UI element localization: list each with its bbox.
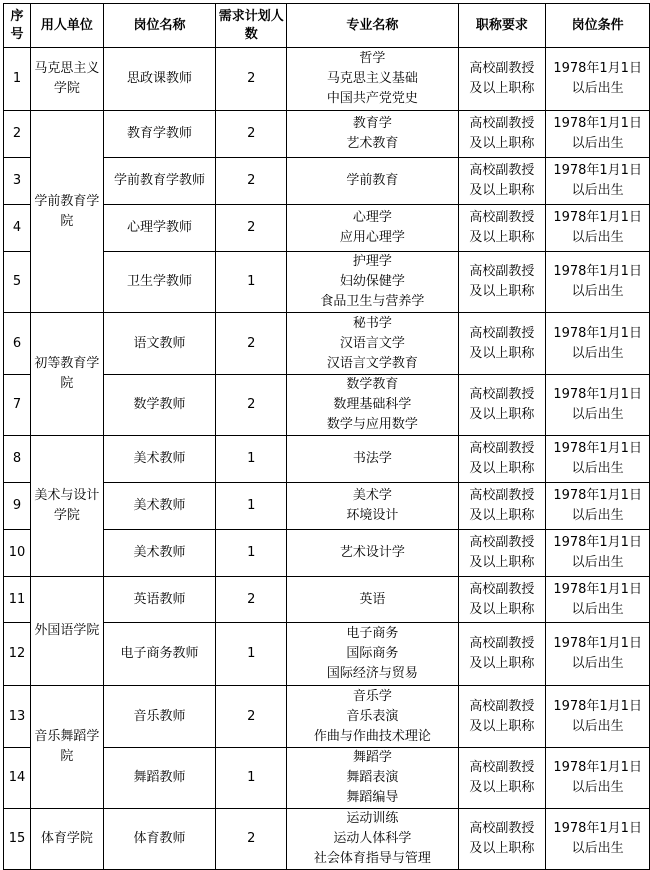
seq-cell: 9 (4, 483, 31, 530)
position-cell: 美术教师 (103, 436, 216, 483)
title-requirement-cell-line: 及以上职称 (469, 81, 535, 96)
title-requirement-cell-line: 高校副教授 (469, 163, 535, 178)
table-row (4, 809, 650, 870)
condition-cell-line: 以后出生 (571, 230, 624, 245)
condition-cell (546, 577, 650, 623)
title-requirement-cell-line: 及以上职称 (469, 284, 535, 299)
condition-cell (546, 313, 650, 375)
unit-cell: 初等教育学院 (30, 313, 103, 436)
condition-cell (546, 205, 650, 252)
title-requirement-cell (458, 111, 546, 158)
position-cell: 美术教师 (103, 483, 216, 530)
major-cell (287, 530, 458, 577)
title-requirement-cell-line: 及以上职称 (469, 461, 535, 476)
seq-cell: 8 (4, 436, 31, 483)
seq-cell: 10 (4, 530, 31, 577)
major-cell (287, 483, 458, 530)
condition-cell-line: 以后出生 (571, 345, 624, 361)
major-cell-line: 学前教育 (346, 173, 399, 188)
major-cell-line: 作曲与作曲技术理论 (313, 728, 431, 744)
title-requirement-cell-line: 高校副教授 (469, 535, 535, 550)
title-requirement-cell-line: 及以上职称 (469, 601, 535, 617)
title-requirement-cell-line: 及以上职称 (469, 718, 535, 734)
title-requirement-cell (458, 375, 546, 436)
major-cell-line: 电子商务 (346, 626, 399, 641)
major-cell-line: 汉语言文学教育 (326, 355, 418, 371)
major-cell (287, 375, 458, 436)
condition-cell-line: 1978年1月1日 (553, 210, 642, 225)
condition-cell-line: 1978年1月1日 (553, 535, 642, 550)
table-row (4, 436, 650, 483)
condition-cell (546, 375, 650, 436)
condition-cell (546, 530, 650, 577)
unit-cell: 学前教育学院 (30, 111, 103, 313)
condition-cell-line: 以后出生 (571, 780, 624, 795)
position-cell: 美术教师 (103, 530, 216, 577)
major-cell-line: 音乐学 (352, 688, 392, 704)
title-requirement-cell (458, 809, 546, 870)
condition-cell (546, 111, 650, 158)
title-requirement-cell-line: 及以上职称 (469, 555, 535, 570)
title-requirement-cell-line: 及以上职称 (469, 183, 535, 198)
condition-cell-line: 1978年1月1日 (553, 61, 642, 76)
seq-cell: 4 (4, 205, 31, 252)
major-cell-line: 英语 (359, 591, 386, 607)
title-requirement-cell-line: 高校副教授 (469, 116, 535, 131)
table-row (4, 111, 650, 158)
condition-cell-line: 1978年1月1日 (553, 325, 642, 341)
major-cell-line: 社会体育指导与管理 (313, 851, 431, 866)
major-cell (287, 809, 458, 870)
seq-cell: 12 (4, 623, 31, 686)
seq-cell: 13 (4, 686, 31, 748)
position-cell: 语文教师 (103, 313, 216, 375)
unit-cell: 体育学院 (30, 809, 103, 870)
condition-cell-line: 以后出生 (571, 136, 624, 151)
condition-cell-line: 以后出生 (571, 81, 624, 96)
unit-cell: 美术与设计学院 (30, 436, 103, 577)
condition-cell-line: 1978年1月1日 (553, 760, 642, 775)
major-cell-line: 妇幼保健学 (339, 274, 405, 289)
condition-cell (546, 748, 650, 809)
position-cell: 数学教师 (103, 375, 216, 436)
count-cell: 2 (216, 686, 287, 748)
title-requirement-cell (458, 158, 546, 205)
major-cell-line: 数学与应用数学 (326, 417, 418, 432)
condition-cell-line: 1978年1月1日 (553, 821, 642, 836)
title-requirement-cell (458, 313, 546, 375)
count-cell: 2 (216, 205, 287, 252)
title-requirement-cell (458, 483, 546, 530)
title-requirement-cell (458, 48, 546, 111)
title-requirement-cell-line: 高校副教授 (469, 581, 535, 597)
condition-cell-line: 以后出生 (571, 407, 624, 422)
title-requirement-cell (458, 686, 546, 748)
title-requirement-cell-line: 高校副教授 (469, 488, 535, 503)
condition-cell-line: 以后出生 (571, 601, 624, 617)
position-cell: 心理学教师 (103, 205, 216, 252)
count-cell: 2 (216, 809, 287, 870)
condition-cell (546, 623, 650, 686)
count-cell: 1 (216, 530, 287, 577)
condition-cell-line: 1978年1月1日 (553, 581, 642, 597)
major-cell-line: 数学教育 (346, 377, 399, 392)
major-cell-line: 美术学 (352, 488, 392, 503)
title-requirement-cell-line: 高校副教授 (469, 636, 535, 651)
count-cell: 1 (216, 483, 287, 530)
condition-cell-line: 1978年1月1日 (553, 698, 642, 714)
count-cell: 1 (216, 748, 287, 809)
header-count: 需求计划人数 (216, 4, 287, 48)
condition-cell-line: 1978年1月1日 (553, 636, 642, 651)
major-cell (287, 748, 458, 809)
title-requirement-cell-line: 及以上职称 (469, 345, 535, 361)
major-cell-line: 艺术教育 (346, 136, 399, 151)
title-requirement-cell (458, 205, 546, 252)
major-cell-line: 教育学 (352, 116, 392, 131)
title-requirement-cell-line: 高校副教授 (469, 325, 535, 341)
condition-cell-line: 以后出生 (571, 718, 624, 734)
position-cell: 卫生学教师 (103, 252, 216, 313)
major-cell-line: 汉语言文学 (339, 335, 405, 351)
title-requirement-cell (458, 623, 546, 686)
condition-cell (546, 483, 650, 530)
condition-cell (546, 809, 650, 870)
position-cell: 体育教师 (103, 809, 216, 870)
condition-cell (546, 436, 650, 483)
title-requirement-cell (458, 436, 546, 483)
position-cell: 舞蹈教师 (103, 748, 216, 809)
header-position: 岗位名称 (103, 4, 216, 48)
title-requirement-cell-line: 及以上职称 (469, 508, 535, 523)
header-seq: 序号 (4, 4, 31, 48)
count-cell: 1 (216, 623, 287, 686)
count-cell: 2 (216, 375, 287, 436)
header-unit: 用人单位 (30, 4, 103, 48)
condition-cell (546, 252, 650, 313)
condition-cell (546, 686, 650, 748)
major-cell-line: 艺术设计学 (339, 545, 405, 560)
count-cell: 2 (216, 577, 287, 623)
major-cell (287, 111, 458, 158)
seq-cell: 5 (4, 252, 31, 313)
position-cell: 电子商务教师 (103, 623, 216, 686)
seq-cell: 15 (4, 809, 31, 870)
major-cell-line: 国际商务 (346, 646, 399, 661)
title-requirement-cell-line: 高校副教授 (469, 210, 535, 225)
condition-cell-line: 1978年1月1日 (553, 488, 642, 503)
title-requirement-cell-line: 及以上职称 (469, 407, 535, 422)
position-cell: 学前教育学教师 (103, 158, 216, 205)
recruitment-table-container (3, 3, 650, 870)
unit-cell: 马克思主义学院 (30, 48, 103, 111)
position-cell: 教育学教师 (103, 111, 216, 158)
seq-cell: 11 (4, 577, 31, 623)
position-cell: 思政课教师 (103, 48, 216, 111)
condition-cell-line: 以后出生 (571, 183, 624, 198)
condition-cell-line: 1978年1月1日 (553, 116, 642, 131)
major-cell-line: 数理基础科学 (333, 397, 412, 412)
major-cell-line: 应用心理学 (339, 230, 405, 245)
major-cell-line: 秘书学 (352, 315, 392, 331)
major-cell (287, 313, 458, 375)
title-requirement-cell-line: 高校副教授 (469, 760, 535, 775)
major-cell-line: 马克思主义基础 (326, 71, 418, 86)
count-cell: 2 (216, 158, 287, 205)
title-requirement-cell (458, 748, 546, 809)
header-condition: 岗位条件 (546, 4, 650, 48)
title-requirement-cell-line: 及以上职称 (469, 136, 535, 151)
title-requirement-cell-line: 及以上职称 (469, 656, 535, 671)
title-requirement-cell (458, 577, 546, 623)
major-cell (287, 577, 458, 623)
position-cell: 音乐教师 (103, 686, 216, 748)
major-cell-line: 国际经济与贸易 (326, 666, 418, 681)
condition-cell-line: 以后出生 (571, 555, 624, 570)
major-cell (287, 436, 458, 483)
title-requirement-cell-line: 高校副教授 (469, 821, 535, 836)
seq-cell: 14 (4, 748, 31, 809)
condition-cell-line: 1978年1月1日 (553, 163, 642, 178)
count-cell: 2 (216, 48, 287, 111)
major-cell-line: 护理学 (352, 254, 392, 269)
count-cell: 1 (216, 436, 287, 483)
major-cell-line: 环境设计 (346, 508, 399, 523)
condition-cell-line: 1978年1月1日 (553, 387, 642, 402)
seq-cell: 1 (4, 48, 31, 111)
condition-cell (546, 48, 650, 111)
major-cell-line: 哲学 (359, 51, 386, 66)
major-cell-line: 食品卫生与营养学 (320, 294, 425, 309)
table-row (4, 313, 650, 375)
title-requirement-cell-line: 高校副教授 (469, 441, 535, 456)
condition-cell-line: 以后出生 (571, 508, 624, 523)
major-cell (287, 686, 458, 748)
major-cell-line: 书法学 (352, 451, 392, 466)
seq-cell: 2 (4, 111, 31, 158)
count-cell: 1 (216, 252, 287, 313)
title-requirement-cell-line: 高校副教授 (469, 264, 535, 279)
condition-cell-line: 以后出生 (571, 841, 624, 856)
count-cell: 2 (216, 313, 287, 375)
major-cell (287, 158, 458, 205)
table-row (4, 577, 650, 623)
seq-cell: 7 (4, 375, 31, 436)
major-cell (287, 623, 458, 686)
condition-cell-line: 1978年1月1日 (553, 264, 642, 279)
condition-cell-line: 以后出生 (571, 284, 624, 299)
major-cell-line: 心理学 (352, 210, 392, 225)
position-cell: 英语教师 (103, 577, 216, 623)
major-cell-line: 运动训练 (346, 811, 399, 826)
title-requirement-cell-line: 高校副教授 (469, 61, 535, 76)
table-row (4, 48, 650, 111)
header-major: 专业名称 (287, 4, 458, 48)
condition-cell-line: 以后出生 (571, 461, 624, 476)
title-requirement-cell-line: 及以上职称 (469, 230, 535, 245)
unit-cell: 外国语学院 (30, 577, 103, 686)
table-row (4, 686, 650, 748)
condition-cell (546, 158, 650, 205)
major-cell (287, 48, 458, 111)
title-requirement-cell-line: 高校副教授 (469, 698, 535, 714)
title-requirement-cell-line: 及以上职称 (469, 841, 535, 856)
title-requirement-cell (458, 252, 546, 313)
condition-cell-line: 以后出生 (571, 656, 624, 671)
major-cell (287, 205, 458, 252)
recruitment-table (3, 3, 650, 870)
major-cell-line: 舞蹈学 (352, 750, 392, 765)
header-title-requirement: 职称要求 (458, 4, 546, 48)
major-cell-line: 舞蹈表演 (346, 770, 399, 785)
header-row (4, 4, 650, 48)
major-cell-line: 音乐表演 (346, 708, 399, 724)
major-cell-line: 舞蹈编导 (346, 790, 399, 805)
title-requirement-cell-line: 及以上职称 (469, 780, 535, 795)
count-cell: 2 (216, 111, 287, 158)
major-cell-line: 运动人体科学 (333, 831, 412, 846)
seq-cell: 3 (4, 158, 31, 205)
condition-cell-line: 1978年1月1日 (553, 441, 642, 456)
title-requirement-cell-line: 高校副教授 (469, 387, 535, 402)
title-requirement-cell (458, 530, 546, 577)
unit-cell: 音乐舞蹈学院 (30, 686, 103, 809)
major-cell (287, 252, 458, 313)
seq-cell: 6 (4, 313, 31, 375)
major-cell-line: 中国共产党党史 (326, 91, 418, 106)
